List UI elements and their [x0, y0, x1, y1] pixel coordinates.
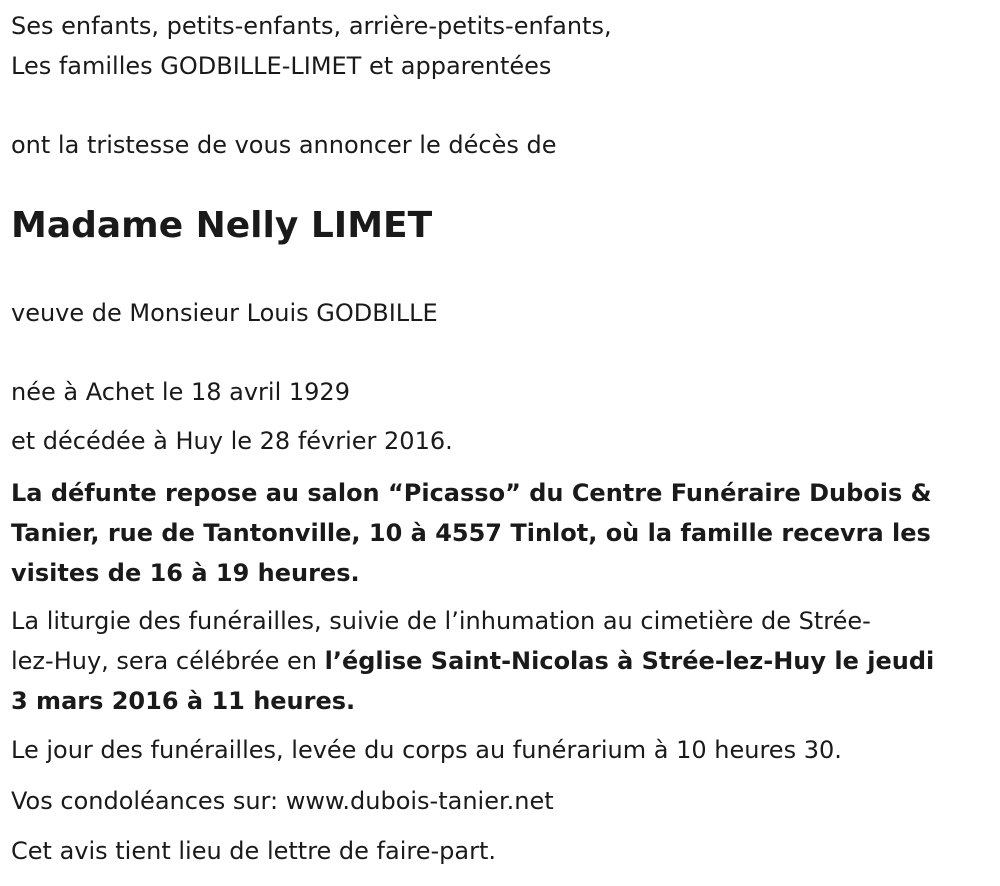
- funeral-day-text: Le jour des funérailles, levée du corps au funérarium à 10 heures 30.: [11, 736, 842, 764]
- rest-line-3: visites de 16 à 19 heures.: [11, 559, 360, 587]
- liturgy-line-2: [11, 641, 986, 681]
- liturgy-line-3: 3 mars 2016 à 11 heures.: [11, 687, 356, 715]
- widow-of-text: veuve de Monsieur Louis GODBILLE: [11, 299, 438, 327]
- liturgy-paragraph: [11, 601, 986, 721]
- rest-line-1: La défunte repose au salon “Picasso” du Centre Funéraire Dubois &: [11, 479, 932, 507]
- rest-line-2: Tanier, rue de Tantonville, 10 à 4557 Tinlot, où la famille recevra les: [11, 519, 931, 547]
- liturgy-line-2-regular: lez-Huy, sera célébrée en: [11, 647, 325, 675]
- liturgy-line-1: La liturgie des funérailles, suivie de l’inhumation au cimetière de Strée-: [11, 607, 871, 635]
- closing-text: Cet avis tient lieu de lettre de faire-part.: [11, 837, 496, 865]
- death-text: et décédée à Huy le 28 février 2016.: [11, 427, 453, 455]
- liturgy-line-2-bold: l’église Saint-Nicolas à Strée-lez-Huy le jeudi: [324, 647, 935, 675]
- rest-paragraph: [11, 473, 986, 593]
- announcement-text: ont la tristesse de vous annoncer le décès de: [11, 131, 557, 159]
- condolences-text: Vos condoléances sur: www.dubois-tanier.net: [11, 787, 554, 815]
- family-line-2: Les familles GODBILLE-LIMET et apparentées: [11, 52, 552, 80]
- family-line-1: Ses enfants, petits-enfants, arrière-petits-enfants,: [11, 12, 612, 40]
- birth-text: née à Achet le 18 avril 1929: [11, 378, 350, 406]
- deceased-name: Madame Nelly LIMET: [11, 205, 433, 246]
